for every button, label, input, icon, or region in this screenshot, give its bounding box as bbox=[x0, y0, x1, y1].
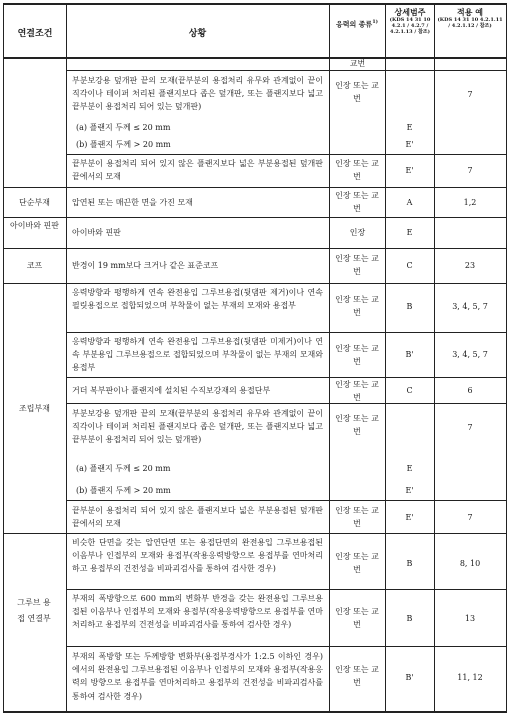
connection-label: 그루브 용접 연결부 bbox=[17, 598, 51, 623]
examples-cell: 1,2 bbox=[463, 198, 477, 207]
row-line bbox=[66, 154, 507, 155]
examples-cell: 3, 4, 5, 7 bbox=[452, 302, 488, 311]
category-cell: C bbox=[406, 386, 413, 395]
stress-cell: 인장 또는 교번 bbox=[335, 81, 379, 104]
header-bottom-border bbox=[3, 57, 507, 59]
stress-cell: 인장 또는 교번 bbox=[335, 295, 379, 318]
category-cell: B' bbox=[405, 350, 414, 359]
situation-cell: 거더 복부판이나 플랜지에 설치된 수직보강재의 용접단부 bbox=[72, 386, 271, 395]
header-situation: 상황 bbox=[188, 29, 207, 39]
header-examples bbox=[436, 8, 504, 29]
col-divider-2 bbox=[329, 3, 330, 712]
section-line bbox=[3, 283, 507, 284]
situation-cell: 압연된 또는 매끈한 면을 가진 모재 bbox=[72, 198, 193, 207]
stress-cell: 인장 또는 교번 bbox=[335, 380, 379, 403]
connection-label: 코프 bbox=[26, 261, 43, 270]
connection-label: 조립부재 bbox=[19, 404, 50, 413]
section-line bbox=[3, 217, 507, 218]
stress-cell: 인장 또는 교번 bbox=[335, 191, 379, 214]
header-stress-type bbox=[334, 18, 380, 28]
category-cell: E bbox=[406, 464, 413, 473]
table-right-border bbox=[506, 3, 507, 712]
row-line bbox=[66, 646, 507, 647]
connection-label: 아이바와 핀판 bbox=[10, 221, 59, 230]
category-cell: E' bbox=[405, 166, 414, 175]
section-line bbox=[3, 248, 507, 249]
situation-cell: 부분보강용 덮개판 끝의 모재(끝부분의 용접처리 유무와 관계없이 끝이 직각이나 테이퍼 처리된 플랜지보다 좁은 덮개판, 또는 플랜지보다 넓고 끝부분이 용접처리 되어 있는 덮개판) bbox=[72, 409, 323, 445]
situation-cell: (b) 플랜지 두께 > 20 mm bbox=[76, 140, 171, 149]
situation-cell: 응력방향과 평행하게 연속 완전용입 그루브용접(뒷댐판 미제거)이나 연속 부분용입 그루브용접으로 접합되었으며 부착물이 없는 부재의 모재와 용접부 bbox=[72, 337, 323, 373]
examples-cell: 7 bbox=[467, 513, 473, 522]
examples-cell: 7 bbox=[467, 166, 473, 175]
examples-cell: 3, 4, 5, 7 bbox=[452, 350, 488, 359]
examples-cell: 23 bbox=[464, 261, 476, 270]
category-cell: B bbox=[406, 614, 413, 623]
header-connection-condition: 연결조건 bbox=[17, 29, 53, 39]
examples-cell: 7 bbox=[467, 90, 473, 99]
situation-cell: (a) 플랜지 두께 ≤ 20 mm bbox=[76, 123, 171, 132]
table-top-border bbox=[3, 3, 507, 5]
category-cell: A bbox=[406, 198, 413, 207]
examples-cell: 11, 12 bbox=[457, 673, 483, 682]
section-line bbox=[3, 187, 507, 188]
stress-cell: 인장 또는 교번 bbox=[335, 665, 379, 688]
stress-cell: 인장 또는 교번 bbox=[335, 607, 379, 630]
stress-cell: 인장 또는 교번 bbox=[335, 344, 379, 367]
header-detail-category bbox=[387, 8, 433, 35]
row-line bbox=[66, 70, 507, 71]
situation-cell: 응력방향과 평행하게 연속 완전용입 그루브용접(뒷댐판 제거)이나 연속필릿용접으로 접합되었으며 부착물이 없는 부재의 모재와 용접부 bbox=[72, 288, 323, 311]
situation-cell: (a) 플랜지 두께 ≤ 20 mm bbox=[76, 464, 171, 473]
category-cell: B' bbox=[405, 673, 414, 682]
row-line bbox=[66, 500, 507, 501]
category-cell: E bbox=[406, 123, 413, 132]
category-cell: E' bbox=[405, 140, 414, 149]
situation-cell: 끝부분이 용접처리 되어 있지 않은 플랜지보다 넓은 부분용접된 덮개판 끝에서의 모재 bbox=[72, 159, 323, 182]
situation-cell: 반경이 19 mm보다 크거나 같은 표준코프 bbox=[72, 261, 219, 270]
situation-cell: 부재의 폭방향으로 600 mm의 변화부 반경을 갖는 완전용입 그루브용접된 이음부나 인접부의 모재와 용접부(작용응력방향으로 용접부를 연마처리하고 용접부의 건전성을 비파괴검사를 통하여 검사한 경우) bbox=[72, 594, 323, 630]
situation-cell: 끝부분이 용접처리 되어 있지 않은 플랜지보다 넓은 부분용접된 덮개판 끝에서의 모재 bbox=[72, 506, 323, 529]
examples-cell: 6 bbox=[467, 386, 473, 395]
stress-cell: 인장 또는 교번 bbox=[335, 254, 379, 277]
examples-cell: 8, 10 bbox=[459, 559, 481, 568]
category-cell: B bbox=[406, 559, 413, 568]
row-line bbox=[66, 403, 507, 404]
section-line bbox=[3, 533, 507, 534]
situation-cell: 부분보강용 덮개판 끝의 모재(끝부분의 용접처리 유무와 관계없이 끝이 직각이나 테이퍼 처리된 플랜지보다 좁은 덮개판, 또는 플랜지보다 넓고 끝부분이 용접처리 되어 있는 덮개판) bbox=[72, 76, 323, 112]
header-detail-category-title: 상세범주 bbox=[394, 7, 426, 17]
col-divider-1 bbox=[66, 3, 67, 712]
stress-cell: 인장 또는 교번 bbox=[335, 159, 379, 182]
category-cell: E' bbox=[405, 486, 414, 495]
row-line bbox=[66, 589, 507, 590]
stress-cell: 교번 bbox=[349, 59, 366, 68]
examples-cell: 13 bbox=[464, 614, 476, 623]
category-cell: E bbox=[406, 228, 413, 237]
situation-cell: (b) 플랜지 두께 > 20 mm bbox=[76, 486, 171, 495]
row-line bbox=[66, 377, 507, 378]
stress-cell: 인장 bbox=[349, 228, 366, 237]
examples-cell: 7 bbox=[467, 423, 473, 432]
header-detail-category-ref: (KDS 14 31 10 4.2.1 / 4.2.7 / 4.2.1.13 / 참조) bbox=[389, 17, 431, 35]
row-line bbox=[66, 332, 507, 333]
situation-cell: 아이바와 핀판 bbox=[72, 228, 121, 237]
header-stress-footnote: 1) bbox=[372, 19, 379, 25]
table-left-border bbox=[3, 3, 4, 712]
category-cell: E' bbox=[405, 513, 414, 522]
header-examples-title: 적용 예 bbox=[457, 7, 483, 17]
stress-cell: 인장 또는 교번 bbox=[335, 414, 379, 437]
stress-cell: 인장 또는 교번 bbox=[335, 506, 379, 529]
table-bottom-border bbox=[3, 711, 507, 713]
situation-cell: 부재의 폭방향 또는 두께방향 변화부(용접부경사가 1:2.5 이하인 경우)에서의 완전용입 그루브용접된 이음부나 인접부의 모재와 용접부(작용응력의 방향으로 용접부를 연마처리하고 용접부의 건전성을 비파괴검사를 통하여 검사한 경우) bbox=[72, 652, 323, 701]
situation-cell: 비슷한 단면을 갖는 압연단면 또는 용접단면의 완전용입 그루브용접된 이음부나 인접부의 모재와 용접부(작용응력방향으로 용접부를 연마처리하고 용접부의 건전성을 비파괴검사를 통하여 검사한 경우) bbox=[72, 538, 323, 574]
category-cell: C bbox=[406, 261, 413, 270]
header-stress-type-text: 응력의 종류 bbox=[335, 19, 373, 29]
category-cell: B bbox=[406, 302, 413, 311]
connection-label: 단순부재 bbox=[19, 198, 50, 207]
stress-cell: 인장 또는 교번 bbox=[335, 552, 379, 575]
header-examples-ref: (KDS 14 31 10 4.2.1.11 / 4.2.1.12 / 참조) bbox=[437, 17, 503, 29]
